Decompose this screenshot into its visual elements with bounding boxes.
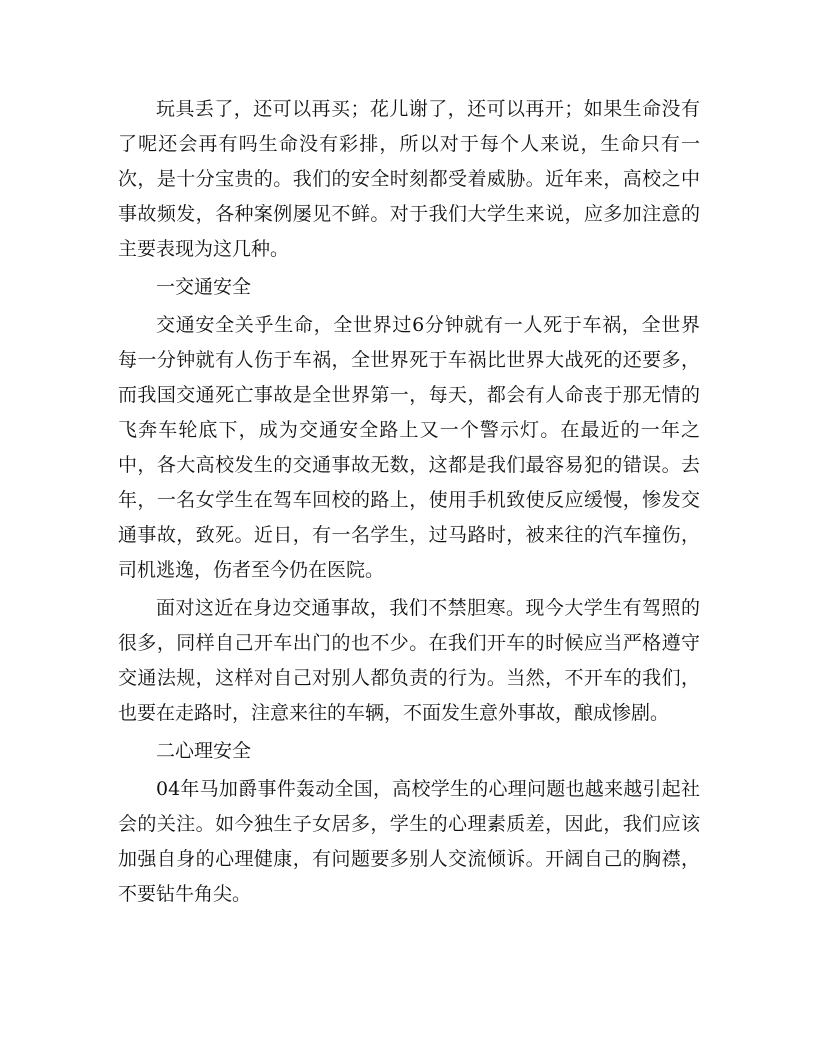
paragraph-traffic-2: 面对这近在身边交通事故，我们不禁胆寒。现今大学生有驾照的很多，同样自己开车出门的也不少。在我们开车的时候应当严格遵守交通法规，这样对自己对别人都负责的行为。当然，不开车的我们，也要在走路时，注意来往的车辆，不面发生意外事故，酿成惨剧。 [118,597,700,724]
section-heading-psychological-safety: 二心理安全 [156,740,252,762]
section-heading-traffic-safety: 一交通安全 [156,276,252,298]
paragraph-traffic-1: 交通安全关乎生命，全世界过6分钟就有一人死于车祸，全世界每一分钟就有人伤于车祸，全世界死于车祸比世界大战死的还要多，而我国交通死亡事故是全世界第一，每天，都会有人命丧于那无情的飞奔车轮底下，成为交通安全路上又一个警示灯。在最近的一年之中，各大高校发生的交通事故无数，这都是我们最容易犯的错误。去年，一名女学生在驾车回校的路上，使用手机致使反应缓慢，惨发交通事故，致死。近日，有一名学生，过马路时，被来往的汽车撞伤，司机逃逸，伤者至今仍在医院。 [118,314,700,581]
paragraph-psychological: 04年马加爵事件轰动全国，高校学生的心理问题也越来越引起社会的关注。如今独生子女居多，学生的心理素质差，因此，我们应该加强自身的心理健康，有问题要多别人交流倾诉。开阔自己的胸襟，不要钻牛角尖。 [118,778,700,905]
paragraph-intro: 玩具丢了，还可以再买；花儿谢了，还可以再开；如果生命没有了呢还会再有吗生命没有彩排，所以对于每个人来说，生命只有一次，是十分宝贵的。我们的安全时刻都受着威胁。近年来，高校之中事故频发，各种案例屡见不鲜。对于我们大学生来说，应多加注意的主要表现为这几种。 [118,98,700,260]
document-body [118,92,700,912]
